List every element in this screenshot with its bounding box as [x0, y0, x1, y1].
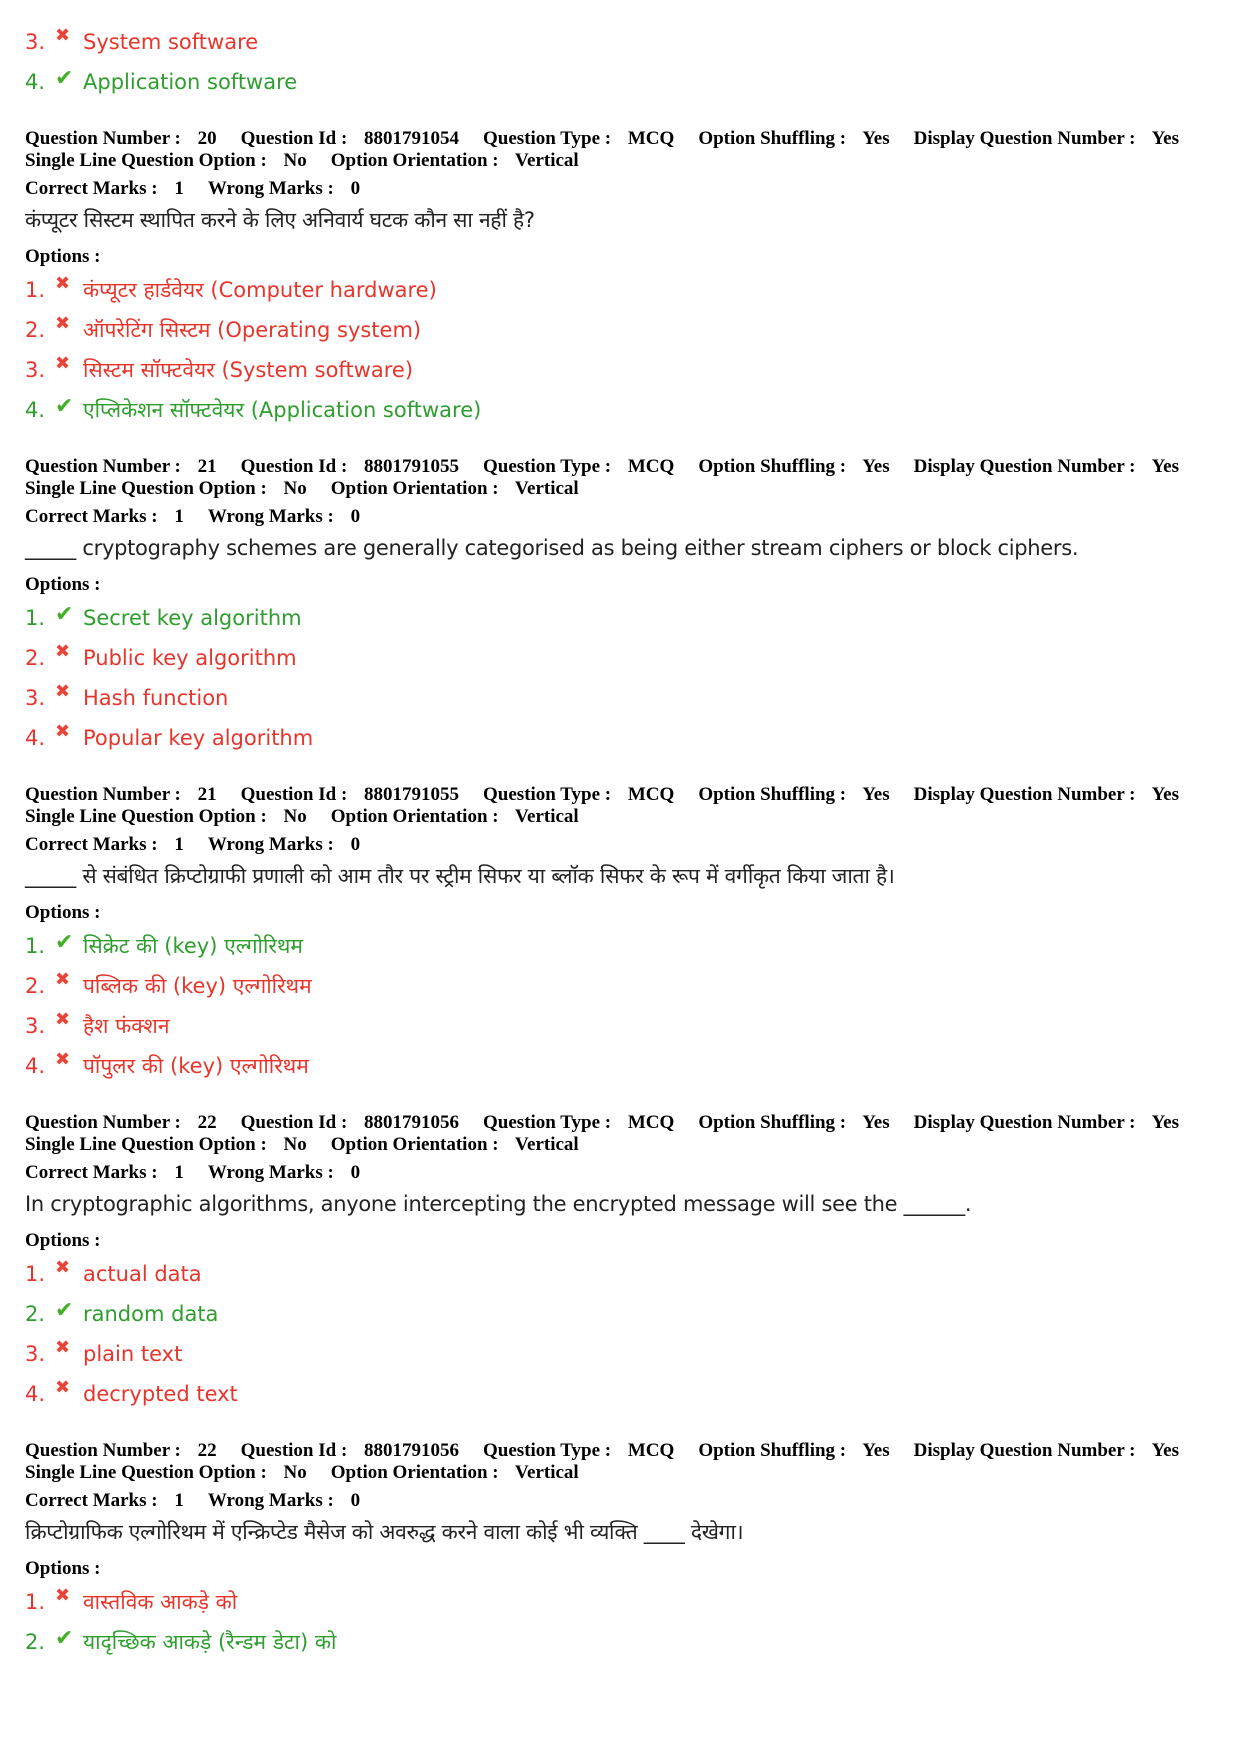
option-number: 2. [25, 1302, 46, 1326]
option-text: ऑपरेटिंग सिस्टम (Operating system) [83, 318, 422, 342]
single-line-option: No [283, 150, 307, 171]
option-row[interactable] [25, 350, 1215, 390]
option-row[interactable] [25, 1294, 1215, 1334]
question-number: 21 [197, 784, 217, 805]
question-meta-line-1: Question Number : 22 Question Id : 8801791056 Question Type : MCQ Option Shuffling : Yes Display Question Number : Yes [25, 1112, 1180, 1133]
question-text: कंप्यूटर सिस्टम स्थापित करने के लिए अनिवार्य घटक कौन सा नहीं है? [25, 208, 535, 232]
option-text: यादृच्छिक आकड़े (रैन्डम डेटा) को [83, 1630, 337, 1654]
display-question-number: Yes [1151, 1440, 1180, 1461]
question-id: 8801791055 [364, 784, 460, 805]
question-type: MCQ [627, 456, 675, 477]
option-row[interactable] [25, 718, 1215, 758]
question-meta-line-2: Single Line Question Option : No Option Orientation : Vertical [25, 806, 579, 827]
question-meta-line-1: Question Number : 22 Question Id : 8801791056 Question Type : MCQ Option Shuffling : Yes Display Question Number : Yes [25, 1440, 1180, 1461]
question-type: MCQ [627, 1440, 675, 1461]
option-row[interactable] [25, 1582, 1215, 1622]
check-icon: ✔ [55, 1625, 74, 1651]
option-number: 1. [25, 606, 46, 630]
option-text: Hash function [83, 686, 229, 710]
option-number: 4. [25, 398, 46, 422]
option-shuffling: Yes [862, 1440, 890, 1461]
question-meta-line-2: Single Line Question Option : No Option Orientation : Vertical [25, 478, 579, 499]
question-meta-line-1: Question Number : 21 Question Id : 8801791055 Question Type : MCQ Option Shuffling : Yes Display Question Number : Yes [25, 784, 1180, 805]
option-text: पब्लिक की (key) एल्गोरिथम [83, 974, 312, 998]
cross-icon: ✖ [55, 720, 71, 742]
question-block [25, 456, 1215, 758]
option-orientation: Vertical [515, 1462, 579, 1483]
question-text: _____ से संबंधित क्रिप्टोग्राफी प्रणाली को आम तौर पर स्ट्रीम सिफर या ब्लॉक सिफर के रूप में वर्गीकृत किया जाता है। [25, 864, 895, 888]
option-row[interactable] [25, 598, 1215, 638]
option-text: System software [83, 30, 259, 54]
option-orientation: Vertical [515, 1134, 579, 1155]
option-shuffling: Yes [862, 128, 890, 149]
option-shuffling: Yes [862, 1112, 890, 1133]
option-number: 2. [25, 974, 46, 998]
question-id: 8801791055 [364, 456, 460, 477]
question-number: 22 [197, 1440, 217, 1461]
option-number: 3. [25, 30, 46, 54]
correct-marks: 1 [174, 1162, 184, 1183]
question-text: In cryptographic algorithms, anyone intercepting the encrypted message will see the ______. [25, 1192, 972, 1216]
cross-icon: ✖ [55, 1336, 71, 1358]
option-orientation: Vertical [515, 806, 579, 827]
correct-marks: 1 [174, 178, 184, 199]
cross-icon: ✖ [55, 1048, 71, 1070]
option-shuffling: Yes [862, 784, 890, 805]
option-number: 1. [25, 934, 46, 958]
cross-icon: ✖ [55, 1008, 71, 1030]
option-row[interactable] [25, 62, 1215, 102]
option-text: random data [83, 1302, 219, 1326]
option-number: 3. [25, 686, 46, 710]
correct-marks: 1 [174, 834, 184, 855]
cross-icon: ✖ [55, 312, 71, 334]
question-text: क्रिप्टोग्राफिक एल्गोरिथम में एन्क्रिप्टेड मैसेज को अवरुद्ध करने वाला कोई भी व्यक्ति ____ देखेगा। [25, 1520, 744, 1544]
wrong-marks: 0 [350, 506, 361, 527]
question-type: MCQ [627, 128, 675, 149]
wrong-marks: 0 [350, 1490, 361, 1511]
option-number: 2. [25, 1630, 46, 1654]
option-text: plain text [83, 1342, 183, 1366]
document-page [25, 22, 1215, 1662]
question-meta-line-1: Question Number : 20 Question Id : 8801791054 Question Type : MCQ Option Shuffling : Yes Display Question Number : Yes [25, 128, 1180, 149]
display-question-number: Yes [1151, 456, 1180, 477]
single-line-option: No [283, 1134, 307, 1155]
cross-icon: ✖ [55, 680, 71, 702]
option-orientation: Vertical [515, 478, 579, 499]
question-meta-line-1: Question Number : 21 Question Id : 8801791055 Question Type : MCQ Option Shuffling : Yes Display Question Number : Yes [25, 456, 1180, 477]
cross-icon: ✖ [55, 640, 71, 662]
wrong-marks: 0 [350, 834, 361, 855]
option-number: 3. [25, 358, 46, 382]
option-text: सिक्रेट की (key) एल्गोरिथम [83, 934, 303, 958]
marks-line: Correct Marks : 1 Wrong Marks : 0 [25, 834, 361, 855]
display-question-number: Yes [1151, 128, 1180, 149]
option-text: कंप्यूटर हार्डवेयर (Computer hardware) [83, 278, 437, 302]
option-row[interactable] [25, 22, 1215, 62]
question-type: MCQ [627, 784, 675, 805]
option-text: Public key algorithm [83, 646, 297, 670]
option-number: 4. [25, 1382, 46, 1406]
option-row[interactable] [25, 1622, 1215, 1662]
option-number: 4. [25, 70, 46, 94]
option-text: सिस्टम सॉफ्टवेयर (System software) [83, 358, 414, 382]
marks-line: Correct Marks : 1 Wrong Marks : 0 [25, 1162, 361, 1183]
display-question-number: Yes [1151, 1112, 1180, 1133]
question-block [25, 128, 1215, 430]
option-row[interactable] [25, 966, 1215, 1006]
option-text: actual data [83, 1262, 202, 1286]
option-number: 2. [25, 318, 46, 342]
display-question-number: Yes [1151, 784, 1180, 805]
option-number: 1. [25, 1262, 46, 1286]
option-row[interactable] [25, 1046, 1215, 1086]
marks-line: Correct Marks : 1 Wrong Marks : 0 [25, 1490, 361, 1511]
option-row[interactable] [25, 678, 1215, 718]
option-number: 3. [25, 1014, 46, 1038]
option-row[interactable] [25, 1334, 1215, 1374]
option-row[interactable] [25, 1254, 1215, 1294]
option-text: decrypted text [83, 1382, 238, 1406]
option-text: एप्लिकेशन सॉफ्टवेयर (Application software) [83, 398, 482, 422]
single-line-option: No [283, 1462, 307, 1483]
top-options [25, 22, 1215, 102]
option-number: 4. [25, 1054, 46, 1078]
option-text: हैश फंक्शन [83, 1014, 170, 1038]
single-line-option: No [283, 806, 307, 827]
wrong-marks: 0 [350, 1162, 361, 1183]
option-text: Popular key algorithm [83, 726, 314, 750]
question-number: 21 [197, 456, 217, 477]
question-block [25, 784, 1215, 1086]
option-text: Secret key algorithm [83, 606, 302, 630]
option-row[interactable] [25, 310, 1215, 350]
marks-line: Correct Marks : 1 Wrong Marks : 0 [25, 506, 361, 527]
cross-icon: ✖ [55, 1584, 71, 1606]
cross-icon: ✖ [55, 1256, 71, 1278]
option-number: 1. [25, 278, 46, 302]
wrong-marks: 0 [350, 178, 361, 199]
options-label: Options : [25, 1558, 101, 1579]
cross-icon: ✖ [55, 968, 71, 990]
cross-icon: ✖ [55, 352, 71, 374]
option-text: Application software [83, 70, 298, 94]
option-number: 2. [25, 646, 46, 670]
option-row[interactable] [25, 1006, 1215, 1046]
check-icon: ✔ [55, 65, 74, 91]
option-orientation: Vertical [515, 150, 579, 171]
option-text: पॉपुलर की (key) एल्गोरिथम [83, 1054, 309, 1078]
question-id: 8801791056 [364, 1112, 460, 1133]
correct-marks: 1 [174, 1490, 184, 1511]
option-number: 4. [25, 726, 46, 750]
option-row[interactable] [25, 926, 1215, 966]
cross-icon: ✖ [55, 24, 71, 46]
option-row[interactable] [25, 390, 1215, 430]
single-line-option: No [283, 478, 307, 499]
check-icon: ✔ [55, 601, 74, 627]
question-meta-line-2: Single Line Question Option : No Option Orientation : Vertical [25, 150, 579, 171]
option-row[interactable] [25, 270, 1215, 310]
question-text: _____ cryptography schemes are generally categorised as being either stream ciphers or block ciphers. [25, 536, 1079, 560]
question-type: MCQ [627, 1112, 675, 1133]
correct-marks: 1 [174, 506, 184, 527]
question-id: 8801791056 [364, 1440, 460, 1461]
option-row[interactable] [25, 1374, 1215, 1414]
options-label: Options : [25, 1230, 101, 1251]
question-block [25, 1440, 1215, 1662]
check-icon: ✔ [55, 929, 74, 955]
cross-icon: ✖ [55, 272, 71, 294]
question-id: 8801791054 [364, 128, 460, 149]
option-number: 1. [25, 1590, 46, 1614]
option-text: वास्तविक आकड़े को [83, 1590, 238, 1614]
question-block [25, 1112, 1215, 1414]
options-label: Options : [25, 902, 101, 923]
check-icon: ✔ [55, 1297, 74, 1323]
question-number: 20 [197, 128, 217, 149]
marks-line: Correct Marks : 1 Wrong Marks : 0 [25, 178, 361, 199]
question-number: 22 [197, 1112, 217, 1133]
option-shuffling: Yes [862, 456, 890, 477]
question-meta-line-2: Single Line Question Option : No Option Orientation : Vertical [25, 1462, 579, 1483]
option-number: 3. [25, 1342, 46, 1366]
options-label: Options : [25, 246, 101, 267]
options-label: Options : [25, 574, 101, 595]
check-icon: ✔ [55, 393, 74, 419]
question-meta-line-2: Single Line Question Option : No Option Orientation : Vertical [25, 1134, 579, 1155]
option-row[interactable] [25, 638, 1215, 678]
cross-icon: ✖ [55, 1376, 71, 1398]
